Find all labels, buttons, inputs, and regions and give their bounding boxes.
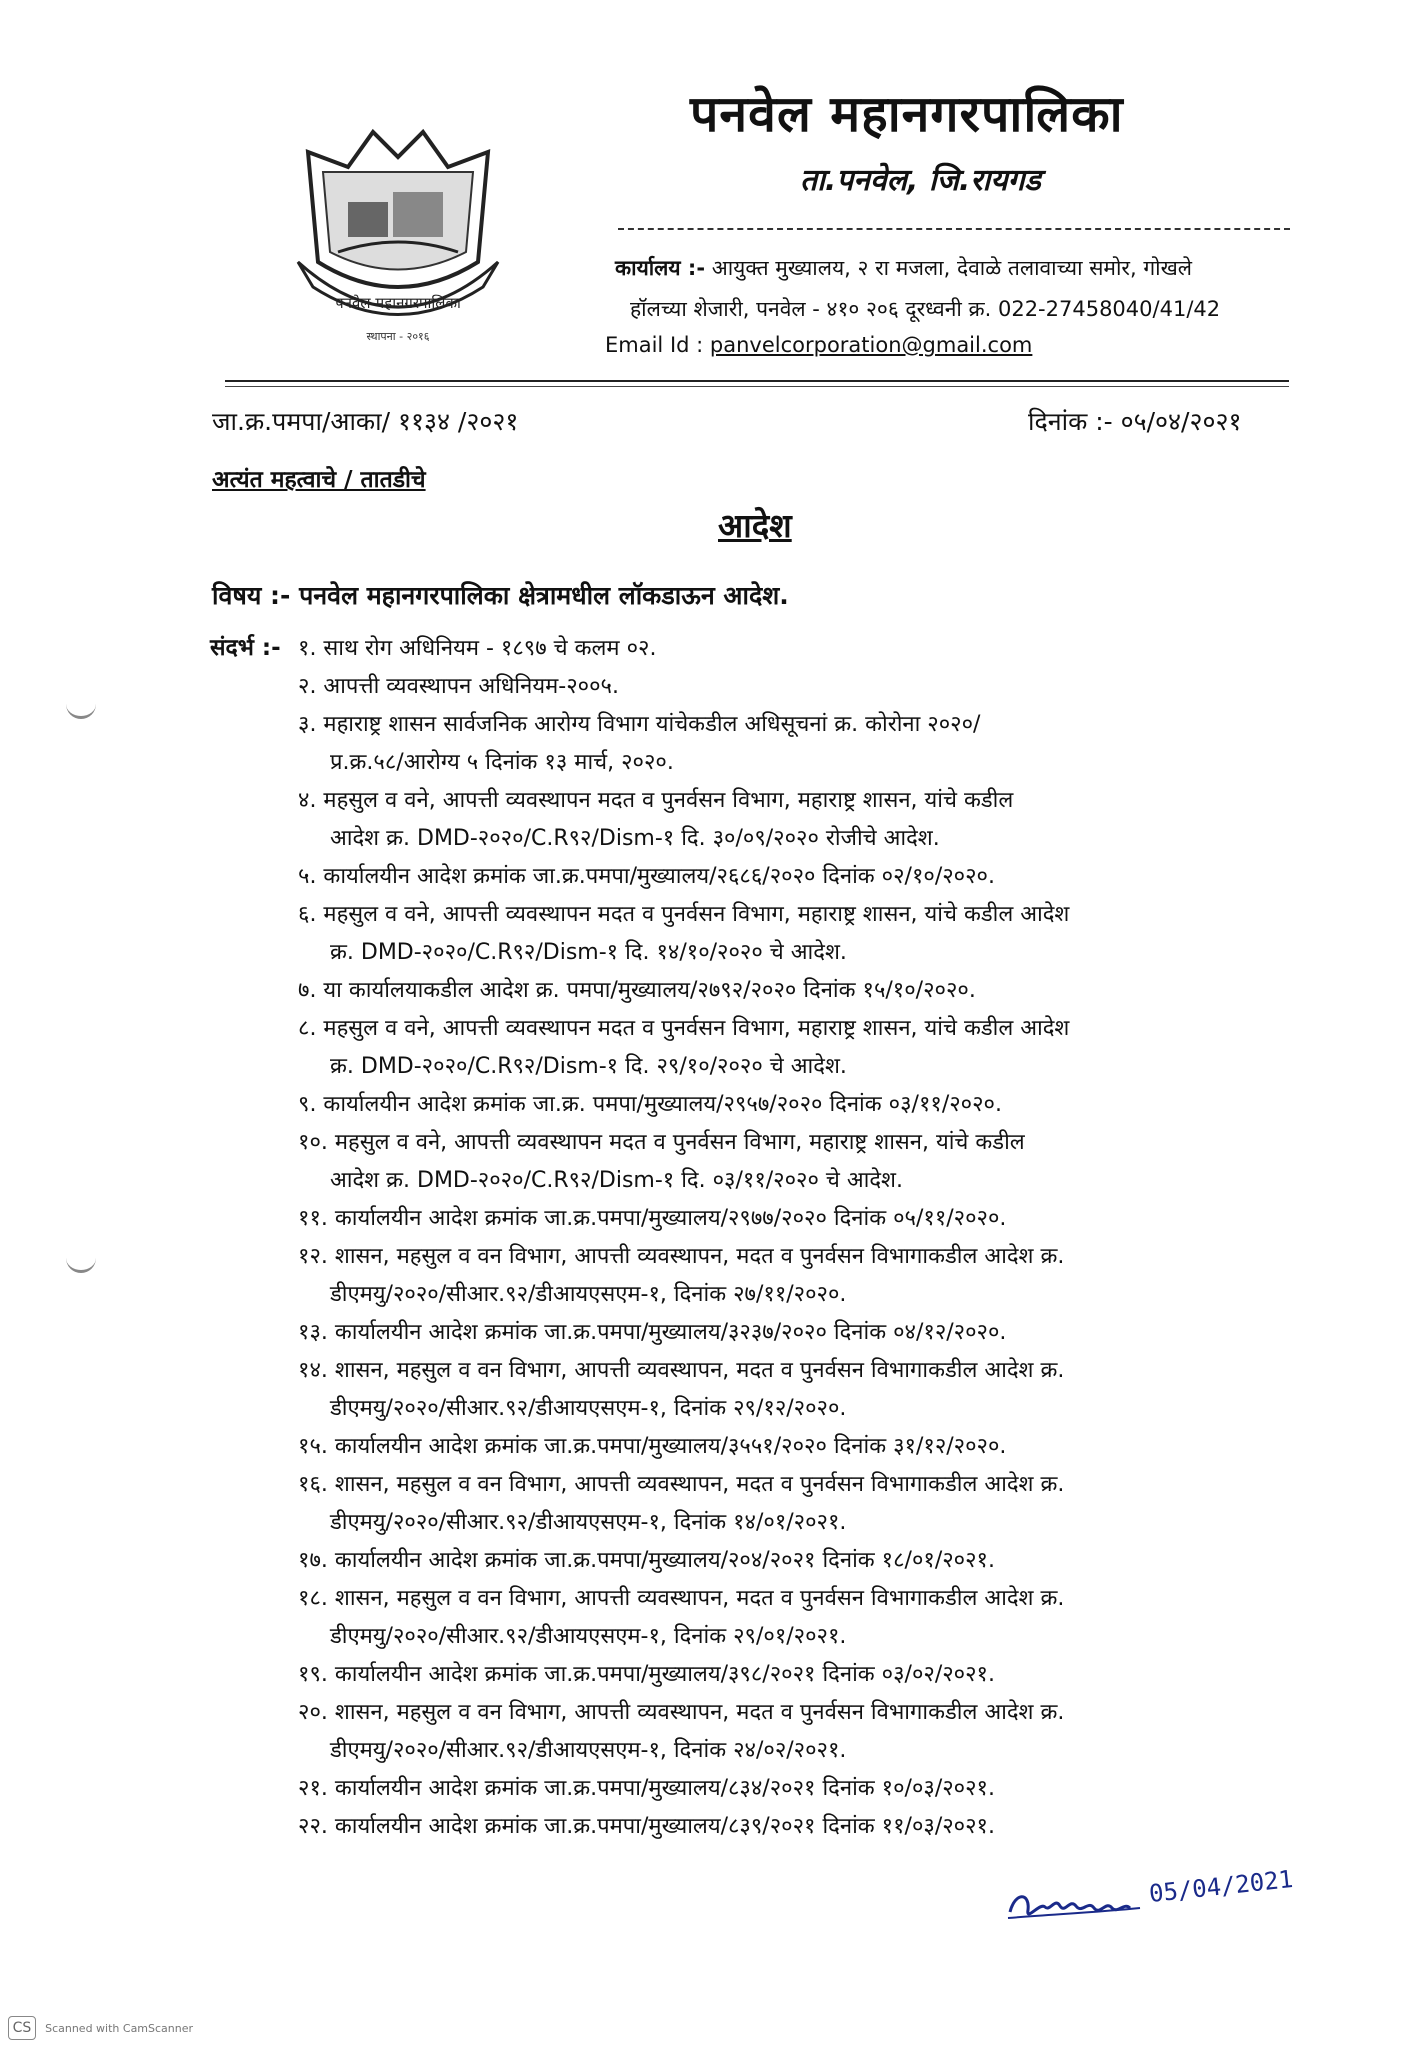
reference-continuation: आदेश क्र. DMD-२०२०/C.R९२/Dism-१ दि. ३०/०९/२०२० रोजीचे आदेश. bbox=[330, 826, 940, 851]
reference-item bbox=[298, 972, 1298, 1010]
scanner-watermark bbox=[8, 2016, 193, 2042]
reference-text: २. आपत्ती व्यवस्थापन अधिनियम-२००५. bbox=[298, 674, 619, 699]
reference-text: १६. शासन, महसुल व वन विभाग, आपत्ती व्यवस्थापन, मदत व पुनर्वसन विभागाकडील आदेश क्र. bbox=[298, 1472, 1065, 1497]
reference-text: १५. कार्यालयीन आदेश क्रमांक जा.क्र.पमपा/मुख्यालय/३५५१/२०२० दिनांक ३१/१२/२०२०. bbox=[298, 1434, 1007, 1459]
reference-label: संदर्भ :- bbox=[210, 635, 281, 661]
reference-item bbox=[298, 706, 1298, 782]
signature-date: 05/04/2021 bbox=[1147, 1865, 1295, 1908]
reference-item bbox=[298, 1428, 1298, 1466]
reference-item bbox=[298, 1694, 1298, 1770]
reference-number: जा.क्र.पमपा/आका/ ११३४ /२०२१ bbox=[212, 407, 519, 436]
reference-item bbox=[298, 1086, 1298, 1124]
reference-continuation: क्र. DMD-२०२०/C.R९२/Dism-१ दि. १४/१०/२०२० चे आदेश. bbox=[330, 940, 847, 965]
reference-text: १२. शासन, महसुल व वन विभाग, आपत्ती व्यवस्थापन, मदत व पुनर्वसन विभागाकडील आदेश क्र. bbox=[298, 1244, 1065, 1269]
subject-line: विषय :- पनवेल महानगरपालिका क्षेत्रामधील लॉकडाऊन आदेश. bbox=[212, 581, 789, 610]
office-address-line2: हॉलच्या शेजारी, पनवेल - ४१० २०६ दूरध्वनी क्र. 022-27458040/41/42 bbox=[630, 297, 1221, 321]
reference-text: २२. कार्यालयीन आदेश क्रमांक जा.क्र.पमपा/मुख्यालय/८३९/२०२१ दिनांक ११/०३/२०२१. bbox=[298, 1814, 995, 1839]
reference-item bbox=[298, 1808, 1298, 1846]
logo-established-text: स्थापना - २०१६ bbox=[366, 330, 430, 343]
reference-item bbox=[298, 1580, 1298, 1656]
reference-text: १. साथ रोग अधिनियम - १८९७ चे कलम ०२. bbox=[298, 636, 657, 661]
header-rule-thin bbox=[225, 386, 1289, 387]
order-date: दिनांक :- ०५/०४/२०२१ bbox=[1028, 407, 1242, 436]
org-location: ता.पनवेल, जि.रायगड bbox=[800, 163, 1041, 198]
email-line bbox=[605, 333, 1032, 357]
reference-continuation: डीएमयु/२०२०/सीआर.९२/डीआयएसएम-१, दिनांक १४/०१/२०२१. bbox=[330, 1510, 847, 1535]
reference-continuation: डीएमयु/२०२०/सीआर.९२/डीआयएसएम-१, दिनांक २९/१२/२०२०. bbox=[330, 1396, 847, 1421]
reference-text: ३. महाराष्ट्र शासन सार्वजनिक आरोग्य विभाग यांचेकडील अधिसूचनां क्र. कोरोना २०२०/ bbox=[298, 712, 981, 737]
reference-text: १४. शासन, महसुल व वन विभाग, आपत्ती व्यवस्थापन, मदत व पुनर्वसन विभागाकडील आदेश क्र. bbox=[298, 1358, 1065, 1383]
email-label: Email Id : bbox=[605, 333, 704, 357]
reference-item bbox=[298, 1124, 1298, 1200]
reference-text: ९. कार्यालयीन आदेश क्रमांक जा.क्र. पमपा/मुख्यालय/२९५७/२०२० दिनांक ०३/११/२०२०. bbox=[298, 1092, 1002, 1117]
reference-text: ८. महसुल व वने, आपत्ती व्यवस्थापन मदत व पुनर्वसन विभाग, महाराष्ट्र शासन, यांचे कडील आदेश bbox=[298, 1016, 1070, 1041]
reference-text: २०. शासन, महसुल व वन विभाग, आपत्ती व्यवस्थापन, मदत व पुनर्वसन विभागाकडील आदेश क्र. bbox=[298, 1700, 1065, 1725]
reference-text: १९. कार्यालयीन आदेश क्रमांक जा.क्र.पमपा/मुख्यालय/३९८/२०२१ दिनांक ०३/०२/२०२१. bbox=[298, 1662, 995, 1687]
reference-text: ४. महसुल व वने, आपत्ती व्यवस्थापन मदत व पुनर्वसन विभाग, महाराष्ट्र शासन, यांचे कडील bbox=[298, 788, 1014, 813]
reference-item bbox=[298, 630, 1298, 668]
reference-continuation: डीएमयु/२०२०/सीआर.९२/डीआयएसएम-१, दिनांक २९/०१/२०२१. bbox=[330, 1624, 847, 1649]
handwritten-signature bbox=[1000, 1862, 1300, 1928]
punch-hole-mark bbox=[66, 1252, 96, 1273]
order-heading: आदेश bbox=[718, 506, 792, 545]
priority-label: अत्यंत महत्वाचे / तातडीचे bbox=[212, 467, 426, 493]
reference-text: २१. कार्यालयीन आदेश क्रमांक जा.क्र.पमपा/मुख्यालय/८३४/२०२१ दिनांक १०/०३/२०२१. bbox=[298, 1776, 995, 1801]
email-link[interactable]: panvelcorporation@gmail.com bbox=[709, 333, 1033, 357]
reference-item bbox=[298, 858, 1298, 896]
reference-item bbox=[298, 1314, 1298, 1352]
office-address-text: आयुक्त मुख्यालय, २ रा मजला, देवाळे तलावाच्या समोर, गोखले bbox=[711, 256, 1193, 280]
reference-text: १८. शासन, महसुल व वन विभाग, आपत्ती व्यवस्थापन, मदत व पुनर्वसन विभागाकडील आदेश क्र. bbox=[298, 1586, 1065, 1611]
reference-item bbox=[298, 782, 1298, 858]
reference-continuation: डीएमयु/२०२०/सीआर.९२/डीआयएसएम-१, दिनांक २४/०२/२०२१. bbox=[330, 1738, 847, 1763]
reference-text: १३. कार्यालयीन आदेश क्रमांक जा.क्र.पमपा/मुख्यालय/३२३७/२०२० दिनांक ०४/१२/२०२०. bbox=[298, 1320, 1007, 1345]
reference-item bbox=[298, 1200, 1298, 1238]
org-name: पनवेल महानगरपालिका bbox=[690, 85, 1124, 143]
logo-ribbon-text: पनवेल महानगरपालिका bbox=[335, 294, 461, 312]
reference-continuation: डीएमयु/२०२०/सीआर.९२/डीआयएसएम-१, दिनांक २७/११/२०२०. bbox=[330, 1282, 847, 1307]
office-address-line1 bbox=[615, 254, 1192, 282]
header-rule bbox=[225, 380, 1289, 382]
reference-item bbox=[298, 1656, 1298, 1694]
reference-text: ५. कार्यालयीन आदेश क्रमांक जा.क्र.पमपा/मुख्यालय/२६८६/२०२० दिनांक ०२/१०/२०२०. bbox=[298, 864, 995, 889]
reference-text: ६. महसुल व वने, आपत्ती व्यवस्थापन मदत व पुनर्वसन विभाग, महाराष्ट्र शासन, यांचे कडील आदेश bbox=[298, 902, 1070, 927]
reference-item bbox=[298, 896, 1298, 972]
header-dashed-divider bbox=[618, 228, 1290, 230]
reference-item bbox=[298, 668, 1298, 706]
reference-continuation: क्र. DMD-२०२०/C.R९२/Dism-१ दि. २९/१०/२०२० चे आदेश. bbox=[330, 1054, 847, 1079]
municipal-emblem-logo bbox=[278, 112, 518, 352]
reference-item bbox=[298, 1238, 1298, 1314]
reference-continuation: प्र.क्र.५८/आरोग्य ५ दिनांक १३ मार्च, २०२०. bbox=[330, 750, 674, 775]
reference-continuation: आदेश क्र. DMD-२०२०/C.R९२/Dism-१ दि. ०३/११/२०२० चे आदेश. bbox=[330, 1168, 904, 1193]
scanner-text: Scanned with CamScanner bbox=[45, 2021, 194, 2035]
punch-hole-mark bbox=[66, 698, 96, 719]
reference-text: १७. कार्यालयीन आदेश क्रमांक जा.क्र.पमपा/मुख्यालय/२०४/२०२१ दिनांक १८/०१/२०२१. bbox=[298, 1548, 995, 1573]
reference-item bbox=[298, 1010, 1298, 1086]
office-label: कार्यालय :- bbox=[615, 256, 706, 280]
reference-item bbox=[298, 1542, 1298, 1580]
reference-item bbox=[298, 1466, 1298, 1542]
reference-item bbox=[298, 1352, 1298, 1428]
camscanner-icon: CS bbox=[8, 2016, 36, 2040]
reference-text: १०. महसुल व वने, आपत्ती व्यवस्थापन मदत व पुनर्वसन विभाग, महाराष्ट्र शासन, यांचे कडील bbox=[298, 1130, 1025, 1155]
reference-item bbox=[298, 1770, 1298, 1808]
reference-text: ११. कार्यालयीन आदेश क्रमांक जा.क्र.पमपा/मुख्यालय/२९७७/२०२० दिनांक ०५/११/२०२०. bbox=[298, 1206, 1007, 1231]
reference-text: ७. या कार्यालयाकडील आदेश क्र. पमपा/मुख्यालय/२७९२/२०२० दिनांक १५/१०/२०२०. bbox=[298, 978, 976, 1003]
references-list bbox=[298, 630, 1298, 1846]
